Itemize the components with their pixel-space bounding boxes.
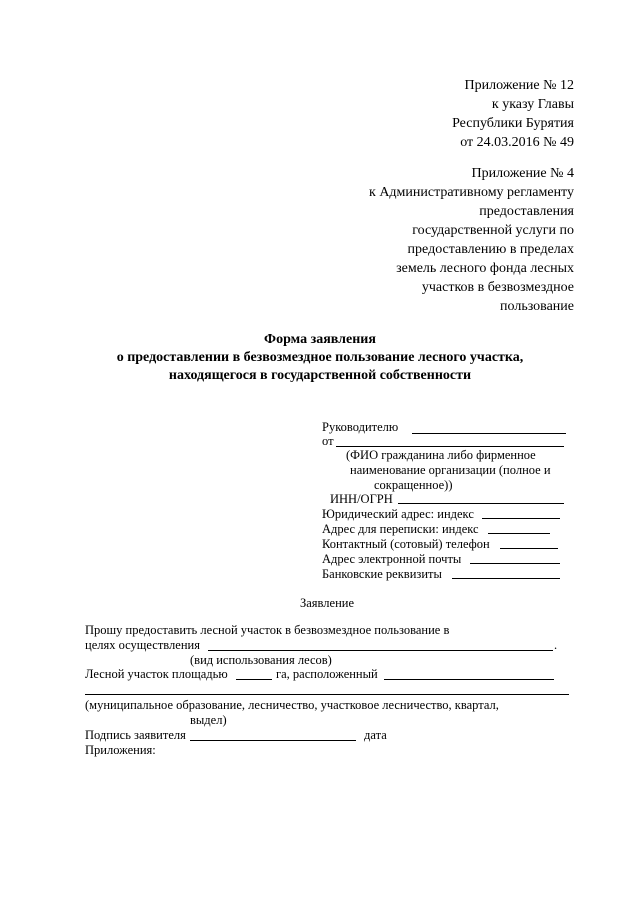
addressee-hint-2: наименование организации (полное и: [350, 463, 551, 477]
area-field[interactable]: [236, 679, 272, 680]
mail-address-label: Адрес для переписки: индекс: [322, 522, 479, 536]
header2-line6: земель лесного фонда лесных: [396, 261, 574, 276]
form-title-line1: Форма заявления: [264, 332, 376, 347]
mail-address-field[interactable]: [488, 533, 550, 534]
form-title-line3: находящегося в государственной собственности: [168, 368, 472, 383]
email-field[interactable]: [470, 563, 560, 564]
bank-field[interactable]: [452, 578, 560, 579]
statement-heading: Заявление: [300, 596, 355, 610]
form-title-line2: о предоставлении в безвозмездное пользование лесного участка,: [116, 350, 524, 365]
bank-label: Банковские реквизиты: [322, 567, 442, 581]
header2-line3: предоставления: [479, 204, 574, 219]
statement-purpose-label: целях осуществления: [85, 638, 200, 652]
location-field[interactable]: [384, 679, 554, 680]
addressee-from-field[interactable]: [336, 446, 564, 447]
phone-label: Контактный (сотовый) телефон: [322, 537, 490, 551]
addressee-hint-3: сокращенное)): [374, 478, 453, 492]
date-label: дата: [364, 728, 387, 742]
attachments-label: Приложения:: [85, 743, 156, 757]
header1-line2: к указу Главы: [491, 97, 574, 112]
inn-label: ИНН/ОГРН: [330, 492, 393, 506]
legal-address-field[interactable]: [482, 518, 560, 519]
header2-line1: Приложение № 4: [471, 166, 574, 181]
purpose-field[interactable]: [208, 650, 553, 651]
location-hint-2: выдел): [190, 713, 227, 727]
legal-address-label: Юридический адрес: индекс: [322, 507, 474, 521]
addressee-head-label: Руководителю: [322, 420, 399, 434]
addressee-hint-1: (ФИО гражданина либо фирменное: [346, 448, 536, 462]
signature-label: Подпись заявителя: [85, 728, 186, 742]
header2-line5: предоставлению в пределах: [407, 242, 574, 257]
signature-field[interactable]: [190, 740, 356, 741]
header2-line8: пользование: [500, 299, 574, 314]
header2-line2: к Административному регламенту: [369, 185, 574, 200]
location-field-line2[interactable]: [85, 694, 569, 695]
location-hint-1: (муниципальное образование, лесничество, участковое лесничество, квартал,: [85, 698, 499, 712]
header2-line7: участков в безвозмездное: [421, 280, 574, 295]
phone-field[interactable]: [500, 548, 558, 549]
purpose-period: .: [554, 638, 558, 652]
area-label: Лесной участок площадью: [85, 667, 228, 681]
statement-paragraph-line1: Прошу предоставить лесной участок в безвозмездное пользование в: [85, 623, 450, 637]
header1-line1: Приложение № 12: [464, 78, 574, 93]
email-label: Адрес электронной почты: [322, 552, 462, 566]
header1-line3: Республики Бурятия: [452, 116, 574, 131]
inn-field[interactable]: [398, 503, 564, 504]
addressee-from-label: от: [322, 434, 334, 448]
header2-line4: государственной услуги по: [412, 223, 574, 238]
header1-line4: от 24.03.2016 № 49: [460, 135, 574, 150]
addressee-head-field[interactable]: [412, 433, 566, 434]
area-unit-label: га, расположенный: [276, 667, 378, 681]
use-hint: (вид использования лесов): [190, 653, 332, 667]
